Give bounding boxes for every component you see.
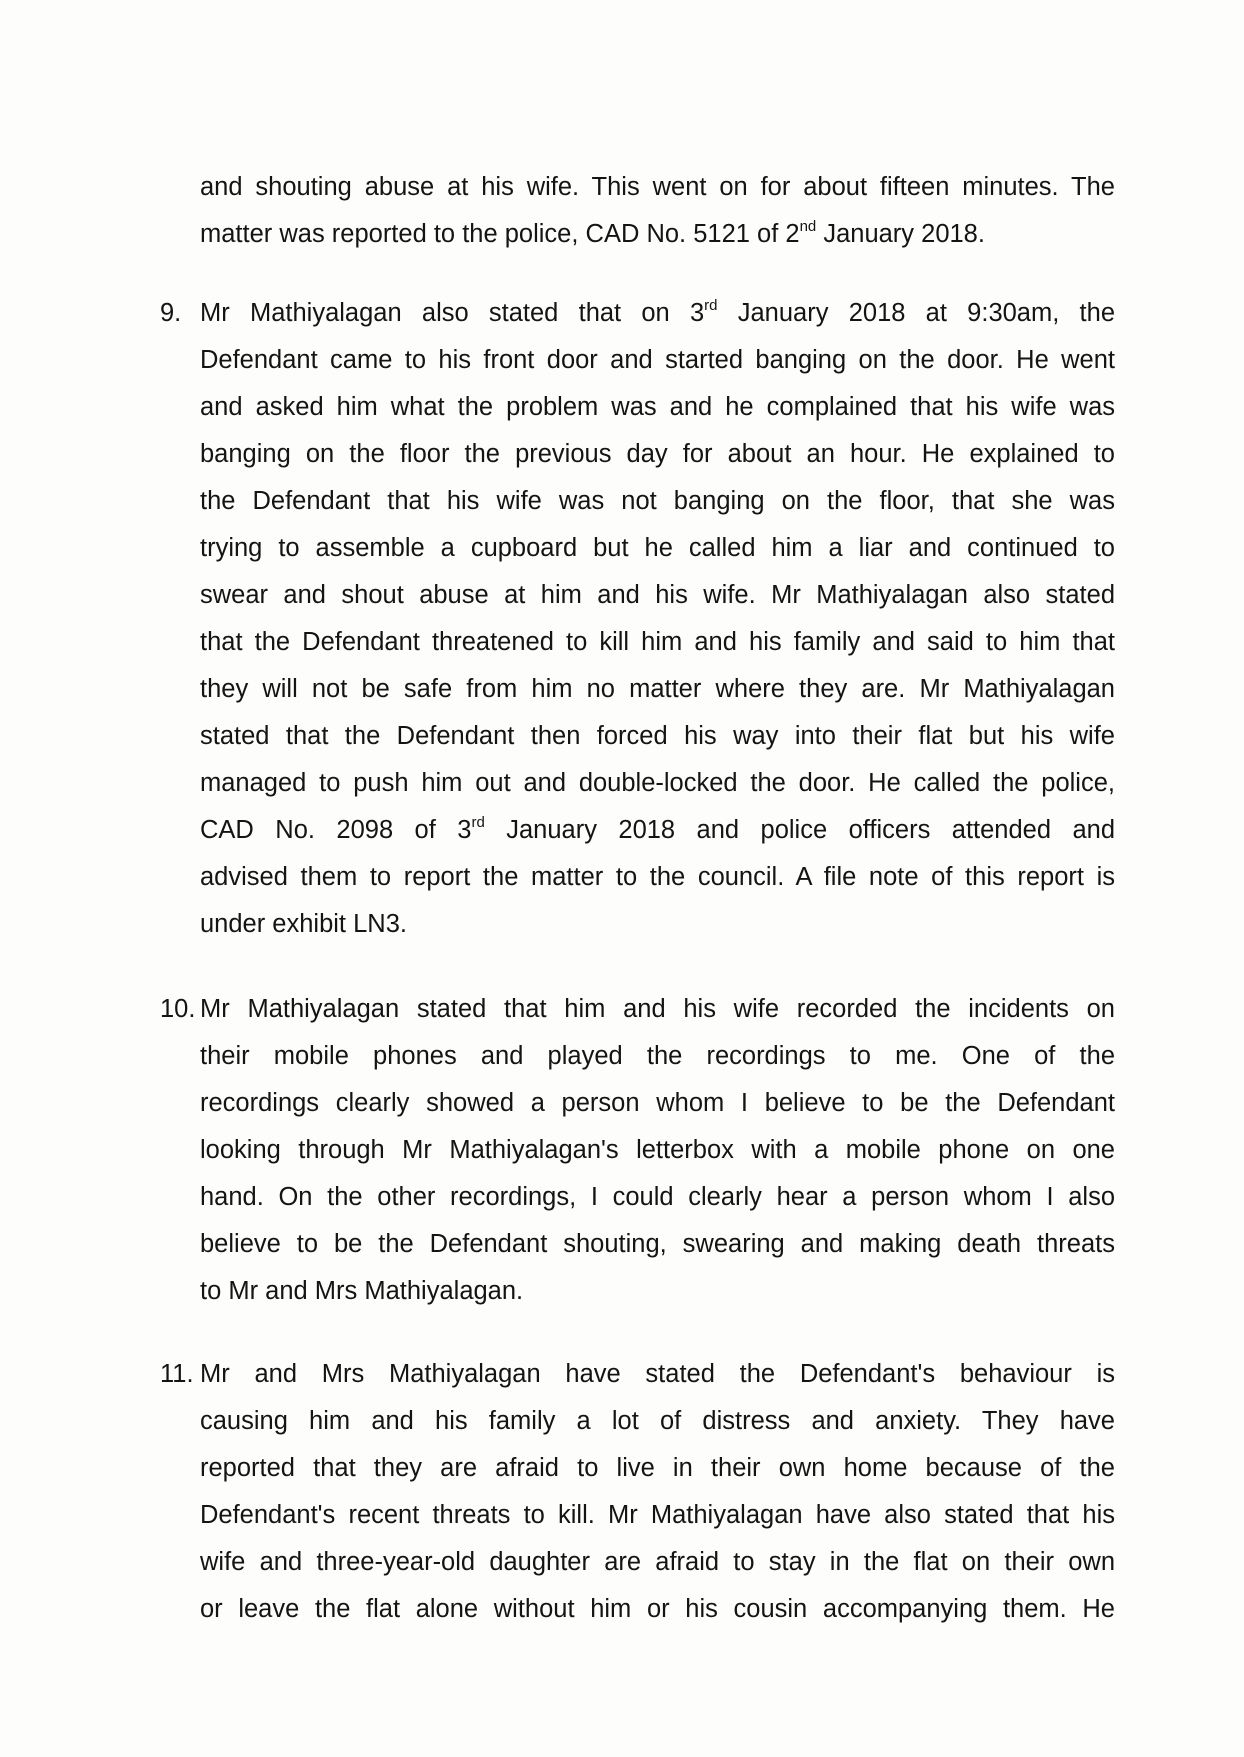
body-text-line: and asked him what the problem was and he complained that his wife was xyxy=(200,393,1115,421)
text-run: CAD No. 2098 of 3 xyxy=(200,816,472,844)
body-text-line: or leave the flat alone without him or his cousin accompanying them. He xyxy=(200,1595,1115,1623)
body-text-line: Defendant came to his front door and started banging on the door. He went xyxy=(200,346,1115,374)
text-run: matter was reported to the police, CAD No. 5121 of 2 xyxy=(200,220,800,248)
body-text-line: recordings clearly showed a person whom I believe to be the Defendant xyxy=(200,1089,1115,1117)
paragraph-number: 9. xyxy=(160,299,182,327)
body-text-line: banging on the floor the previous day for about an hour. He explained to xyxy=(200,440,1115,468)
body-text-line: stated that the Defendant then forced his way into their flat but his wife xyxy=(200,722,1115,750)
body-text-line: to Mr and Mrs Mathiyalagan. xyxy=(200,1277,524,1305)
body-text-line: Defendant's recent threats to kill. Mr Mathiyalagan have also stated that his xyxy=(200,1501,1115,1529)
body-text-line: causing him and his family a lot of distress and anxiety. They have xyxy=(200,1407,1115,1435)
body-text-line: they will not be safe from him no matter where they are. Mr Mathiyalagan xyxy=(200,675,1115,703)
body-text-line xyxy=(200,296,1115,330)
body-text-line: reported that they are afraid to live in their own home because of the xyxy=(200,1454,1115,1482)
text-run: January 2018 at 9:30am, the xyxy=(717,299,1115,327)
text-run: January 2018. xyxy=(816,220,985,248)
text-run: Mr Mathiyalagan also stated that on 3 xyxy=(200,299,705,327)
body-text-line: advised them to report the matter to the council. A file note of this report is xyxy=(200,863,1115,891)
body-text-line: the Defendant that his wife was not banging on the floor, that she was xyxy=(200,487,1115,515)
body-text-line: and shouting abuse at his wife. This went on for about fifteen minutes. The xyxy=(200,173,1115,201)
ordinal-suffix: rd xyxy=(704,296,718,314)
body-text-line: trying to assemble a cupboard but he called him a liar and continued to xyxy=(200,534,1115,562)
body-text-line: Mr Mathiyalagan stated that him and his wife recorded the incidents on xyxy=(200,995,1115,1023)
body-text-line: under exhibit LN3. xyxy=(200,910,407,938)
body-text-line: managed to push him out and double-locked the door. He called the police, xyxy=(200,769,1115,797)
text-run: January 2018 and police officers attended and xyxy=(484,816,1116,844)
paragraph-number: 11. xyxy=(160,1360,194,1388)
ordinal-suffix: rd xyxy=(471,813,485,831)
body-text-line xyxy=(200,217,1115,251)
body-text-line: wife and three-year-old daughter are afraid to stay in the flat on their own xyxy=(200,1548,1115,1576)
body-text-line: hand. On the other recordings, I could clearly hear a person whom I also xyxy=(200,1183,1115,1211)
body-text-line: that the Defendant threatened to kill him and his family and said to him that xyxy=(200,628,1115,656)
ordinal-suffix: nd xyxy=(799,217,817,235)
body-text-line xyxy=(200,813,1115,847)
body-text-line: swear and shout abuse at him and his wife. Mr Mathiyalagan also stated xyxy=(200,581,1115,609)
body-text-line: Mr and Mrs Mathiyalagan have stated the Defendant's behaviour is xyxy=(200,1360,1115,1388)
paragraph-number: 10. xyxy=(160,995,196,1023)
body-text-line: looking through Mr Mathiyalagan's letterbox with a mobile phone on one xyxy=(200,1136,1115,1164)
body-text-line: believe to be the Defendant shouting, swearing and making death threats xyxy=(200,1230,1115,1258)
body-text-line: their mobile phones and played the recordings to me. One of the xyxy=(200,1042,1115,1070)
